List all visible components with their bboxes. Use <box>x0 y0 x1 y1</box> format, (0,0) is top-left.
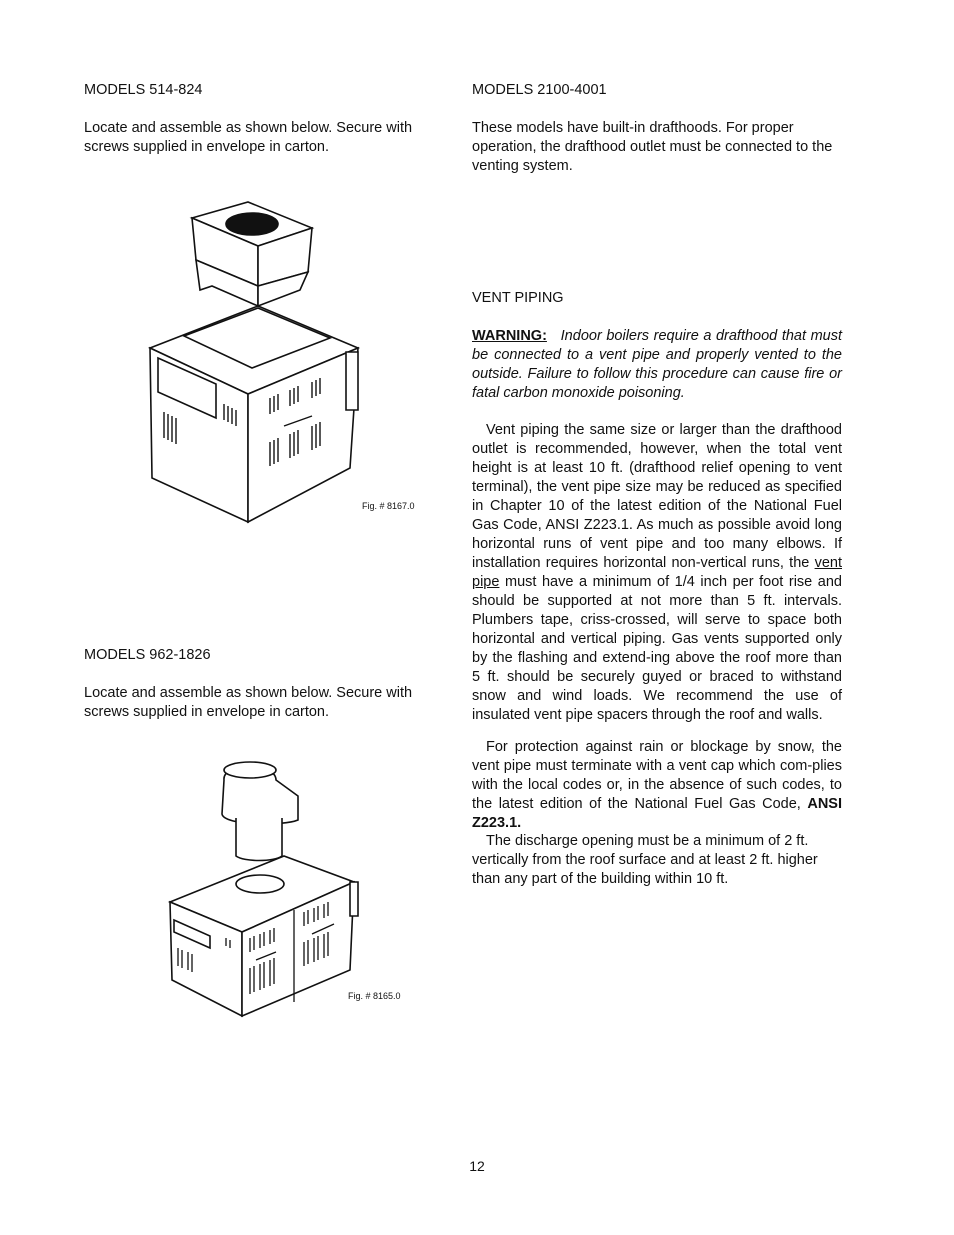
heading-models-2100-4001: MODELS 2100-4001 <box>472 82 607 98</box>
instructions-models-514-824: Locate and assemble as shown below. Secure with screws supplied in envelope in carton. <box>84 120 413 155</box>
figure2-label: Fig. # 8165.0 <box>348 991 401 1001</box>
instructions-models-2100-4001: These models have built-in drafthoods. For proper operation, the drafthood outlet must be connected to the venting system. <box>472 120 833 174</box>
vent-paragraph-1 <box>472 421 842 725</box>
vent-paragraph-2-text: For protection against rain or blockage by snow, the vent pipe must terminate with a vent cap which com-plies with the local codes or, in the absence of such codes, to the latest edition of the National Fuel Gas Code, <box>472 739 842 812</box>
vent-paragraph-2 <box>472 738 842 833</box>
instructions-models-962-1826: Locate and assemble as shown below. Secure with screws supplied in envelope in carton. <box>84 685 413 720</box>
heading-vent-piping: VENT PIPING <box>472 290 564 306</box>
boiler-ventcap-illustration <box>164 752 364 1022</box>
vent-paragraph-3: The discharge opening must be a minimum of 2 ft. vertically from the roof surface and at least 2 ft. higher than any part of the building within 10 ft. <box>472 833 818 887</box>
warning-label: WARNING: <box>472 328 547 344</box>
heading-models-962-1826: MODELS 962-1826 <box>84 647 211 663</box>
vent-paragraph-1-end: must have a minimum of 1/4 inch per foot rise and should be supported at not more than 5 ft. intervals. Plumbers tape, criss-crossed, will serve to space both horizontal and vertical piping. Gas vents supported only by the flashing and extend-ing above the roof more than 5 ft. should be securely guyed or braced to withstand snow and wind loads. We recommend the use of insulated vent pipe spacers through the roof and walls. <box>472 574 842 723</box>
vent-pipe-underlined: vent pipe <box>472 555 842 590</box>
vent-paragraph-1-start: Vent piping the same size or larger than the drafthood outlet is recommended, however, when the total vent height is at least 10 ft. (drafthood relief opening to vent terminal), the vent pipe size may be reduced as specified in Chapter 10 of the latest edition of the National Fuel Gas Code, ANSI Z223.1. As much as possible avoid long horizontal runs of vent pipe and too many elbows. If installation requires horizontal non-vertical runs, the <box>472 422 842 571</box>
page-number: 12 <box>469 1158 485 1174</box>
heading-models-514-824: MODELS 514-824 <box>84 82 203 98</box>
ansi-code-bold: ANSI Z223.1. <box>472 796 842 831</box>
boiler-drafthood-illustration <box>140 198 370 528</box>
figure1-label: Fig. # 8167.0 <box>362 501 415 511</box>
figure-boiler-962-1826 <box>164 752 364 1022</box>
warning-text: Indoor boilers require a drafthood that must be connected to a vent pipe and properly vented to the outside. Failure to follow this procedure can cause fire or fatal carbon monoxide poisoning. <box>472 328 843 401</box>
warning-block <box>472 327 842 403</box>
figure-boiler-514-824 <box>140 198 370 528</box>
